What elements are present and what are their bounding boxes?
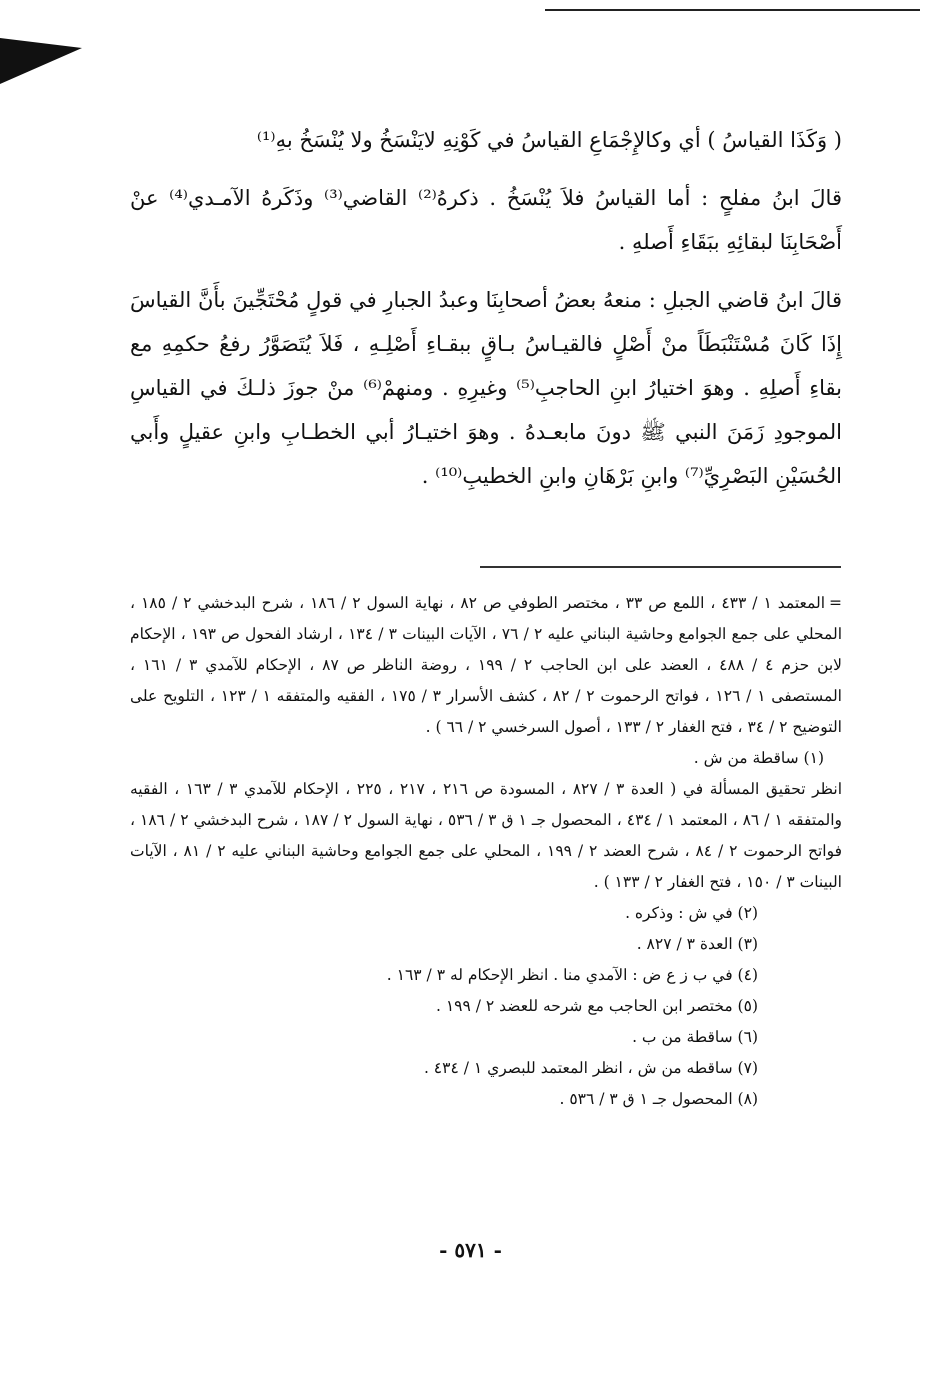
main-text bbox=[130, 118, 842, 512]
footnote-8: (٨) المحصول جـ ١ ق ٣ / ٥٣٦ . bbox=[559, 1090, 758, 1108]
footnote-4: (٤) في ب ز ع ض : الآمدي منا . انظر الإحكام له ٣ / ١٦٣ . bbox=[386, 966, 758, 984]
footnote-continuation-text: المعتمد ١ / ٤٣٣ ، اللمع ص ٣٣ ، مختصر الطوفي ص ٨٢ ، نهاية السول ٢ / ١٨٦ ، شرح البدخشي ٢ / ١٨٥ ، المحلي على جمع الجوامع وحاشية البناني عليه ٢ / ٧٦ ، الآيات البينات ٣ / ١٣٤ ، ارشاد الفحول ص ١٩٣ ، الإحكام لابن حزم ٤ / ٤٨٨ ، العضد على ابن الحاجب ٢ / ١٩٩ ، روضة الناظر ص ٨٧ ، الإحكام للآمدي ٣ / ١٦١ ، المستصفى ١ / ١٢٦ ، فواتح الرحموت ٢ / ٨٢ ، كشف الأسرار ٣ / ١٧٥ ، الفقيه والمتفقه ١ / ١٢٣ ، التلويح على التوضيح ٢ / ٣٤ ، فتح الغفار ٢ / ١٣٣ ، أصول السرخسي ٢ / ٦٦ ) . bbox=[130, 594, 843, 736]
main-paragraph-1: ( وَكَذَا القياسُ ) أي وكالإِجْمَاعِ القياسُ في كَوْنِهِ لايَنْسَخُ ولا يُنْسَخُ بهِ⁽¹⁾ bbox=[256, 128, 842, 152]
footnotes bbox=[130, 588, 842, 1115]
footnote-2: (٢) في ش : وذكره . bbox=[625, 904, 758, 922]
footnote-3: (٣) العدة ٣ / ٨٢٧ . bbox=[636, 935, 758, 953]
page-number: - ٥٧١ - bbox=[439, 1238, 502, 1262]
main-paragraph-3: قالَ ابنُ قاضي الجبلِ : منعهُ بعضُ أصحابِنَا وعبدُ الجبارِ في قولٍ مُحْتَجِّينَ بأَنَّ القياسَ إِذَا كَانَ مُسْتَنْبَطَاً منْ أَصْلٍ فالقيـاسُ بـاقٍ ببقـاءِ أَصْلِـهِ ، فَلاَ يُتَصَوَّرُ رفعُ حكمِهِ مع بقاءِ أَصلِهِ . وهوَ اختيارُ ابنِ الحاجبِ⁽⁵⁾ وغيرِهِ . ومنهمْ⁽⁶⁾ منْ جوزَ ذلـكَ في القياسِ الموجودِ زَمَنَ النبي ﷺ دونَ مابعـدهُ . وهوَ اختيـارُ أبي الخطـابِ وابنِ عقيلٍ وأَبي الحُسَيْنِ البَصْرِيِّ⁽⁷⁾ وابنِ بَرْهَانِ وابنِ الخطيبِ⁽¹⁰⁾ . bbox=[130, 288, 842, 488]
footnote-7: (٧) ساقطه من ش ، انظر المعتمد للبصري ١ / ٤٣٤ . bbox=[423, 1059, 758, 1077]
header-rule bbox=[545, 9, 920, 11]
footnote-separator bbox=[480, 566, 841, 568]
footnote-5: (٥) مختصر ابن الحاجب مع شرحه للعضد ٢ / ١٩٩ . bbox=[435, 997, 758, 1015]
footnote-6: (٦) ساقطة من ب . bbox=[632, 1028, 758, 1046]
continuation-marker: = bbox=[829, 594, 842, 612]
footnote-1-references: انظر تحقيق المسألة في ( العدة ٣ / ٨٢٧ ، المسودة ص ٢١٦ ، ٢١٧ ، ٢٢٥ ، الإحكام للآمدي ٣ / ١٦٣ ، الفقيه والمتفقه ١ / ٨٦ ، المعتمد ١ / ٤٣٤ ، المحصول جـ ١ ق ٣ / ٥٣٦ ، نهاية السول ٢ / ١٨٧ ، شرح البدخشي ٢ / ١٨٦ ، فواتح الرحموت ٢ / ٨٤ ، شرح العضد ٢ / ١٩٩ ، المحلي على جمع الجوامع وحاشية البناني عليه ٢ / ٨١ ، الآيات البينات ٣ / ١٥٠ ، فتح الغفار ٢ / ١٣٣ ) . bbox=[130, 780, 843, 891]
footnote-1: (١) ساقطة من ش . bbox=[693, 749, 824, 767]
page-corner-mark bbox=[0, 38, 82, 84]
footnote-continuation bbox=[130, 588, 842, 743]
main-paragraph-2: قالَ ابنُ مفلحٍ : أما القياسُ فلاَ يُنْسَخُ . ذكرهُ⁽²⁾ القاضي⁽³⁾ وذَكَرهُ الآمـدي⁽⁴⁾ عنْ أَصْحَابِنَا لبقائِهِ ببَقَاءِ أَصلهِ . bbox=[130, 186, 842, 254]
